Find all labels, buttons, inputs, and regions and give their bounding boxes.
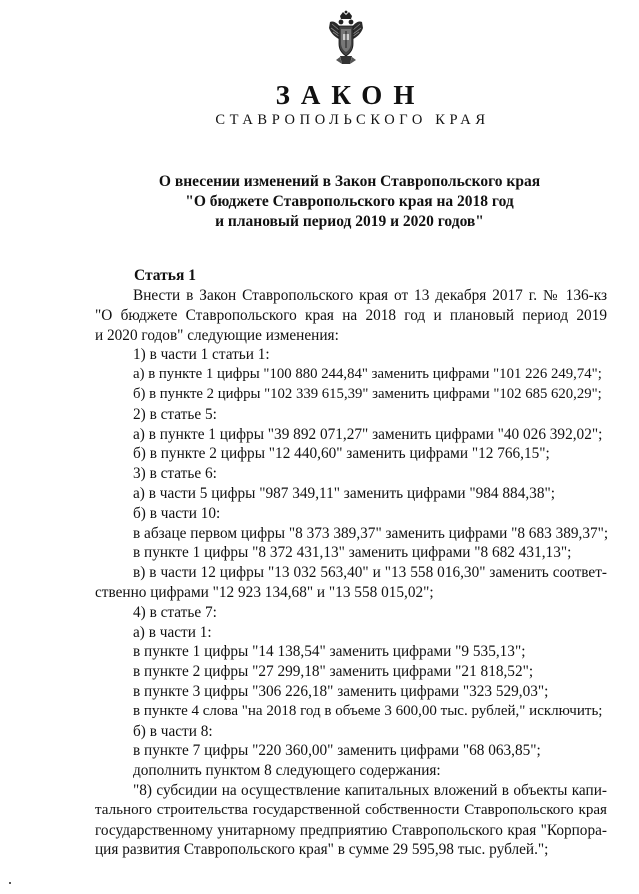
heading-line: О внесении изменений в Закон Ставропольского края xyxy=(158,173,541,190)
list-item: "8) субсидии на осуществление капитальных вложений в объекты капи- xyxy=(133,781,607,799)
body-line: Внести в Закон Ставропольского края от 13 декабря 2017 г. № 136-кз xyxy=(133,287,607,304)
list-item: а) в части 5 цифры "987 349,11" заменить цифрами "984 884,38"; xyxy=(133,484,555,502)
list-item: а) в пункте 1 цифры "100 880 244,84" заменить цифрами "101 226 249,74"; xyxy=(133,366,602,383)
law-heading xyxy=(0,172,639,232)
article-body xyxy=(95,286,607,860)
list-item: в пункте 4 слова "на 2018 год в объеме 3 600,00 тыс. рублей," исключить; xyxy=(133,702,603,719)
list-item: а) в части 1: xyxy=(133,623,212,641)
list-item: 3) в статье 6: xyxy=(133,465,217,483)
article-title: Статья 1 xyxy=(134,267,196,284)
heading-line: "О бюджете Ставропольского края на 2018 год xyxy=(185,193,514,210)
law-region: СТАВРОПОЛЬСКОГО КРАЯ xyxy=(215,112,490,128)
heading-line: и плановый период 2019 и 2020 годов" xyxy=(215,213,484,230)
list-item: ция развития Ставропольского края" в сумме 29 595,98 тыс. рублей."; xyxy=(95,841,549,859)
list-item: в пункте 2 цифры "27 299,18" заменить цифрами "21 818,52"; xyxy=(133,663,534,681)
law-title: ЗАКОН xyxy=(275,80,426,110)
list-item: государственному унитарному предприятию Ставропольского края "Корпора- xyxy=(95,821,607,839)
list-item: 2) в статье 5: xyxy=(133,405,217,423)
list-item: в пункте 3 цифры "306 226,18" заменить цифрами "323 529,03"; xyxy=(133,682,549,700)
scan-artifact xyxy=(9,882,11,884)
list-item: в пункте 7 цифры "220 360,00" заменить цифрами "68 063,85"; xyxy=(133,742,541,760)
list-item: в пункте 1 цифры "14 138,54" заменить цифрами "9 535,13"; xyxy=(133,643,526,661)
list-item: дополнить пунктом 8 следующего содержания: xyxy=(133,762,441,780)
list-item: б) в пункте 2 цифры "12 440,60" заменить цифрами "12 766,15"; xyxy=(133,445,550,463)
list-item: а) в пункте 1 цифры "39 892 071,27" заменить цифрами "40 026 392,02"; xyxy=(133,425,603,443)
list-item: в пункте 1 цифры "8 372 431,13" заменить цифрами "8 682 431,13"; xyxy=(133,544,572,562)
list-item: ственно цифрами "12 923 134,68" и "13 558 015,02"; xyxy=(95,583,434,601)
list-item: тального строительства государственной собственности Ставропольского края xyxy=(95,801,607,818)
list-item: б) в части 8: xyxy=(133,722,213,740)
list-item: 1) в части 1 статьи 1: xyxy=(133,346,270,364)
list-item: в абзаце первом цифры "8 373 389,37" заменить цифрами "8 683 389,37"; xyxy=(133,524,609,542)
list-item: 4) в статье 7: xyxy=(133,603,217,621)
list-item: в) в части 12 цифры "13 032 563,40" и "13 558 016,30" заменить соответ- xyxy=(133,564,607,582)
list-item: б) в части 10: xyxy=(133,504,221,522)
body-line: и 2020 годов" следующие изменения: xyxy=(95,326,339,344)
body-line: "О бюджете Ставропольского края на 2018 год и плановый период 2019 xyxy=(95,306,607,324)
coat-of-arms-icon xyxy=(326,10,366,68)
list-item: б) в пункте 2 цифры "102 339 615,39" заменить цифрами "102 685 620,29"; xyxy=(133,385,602,402)
